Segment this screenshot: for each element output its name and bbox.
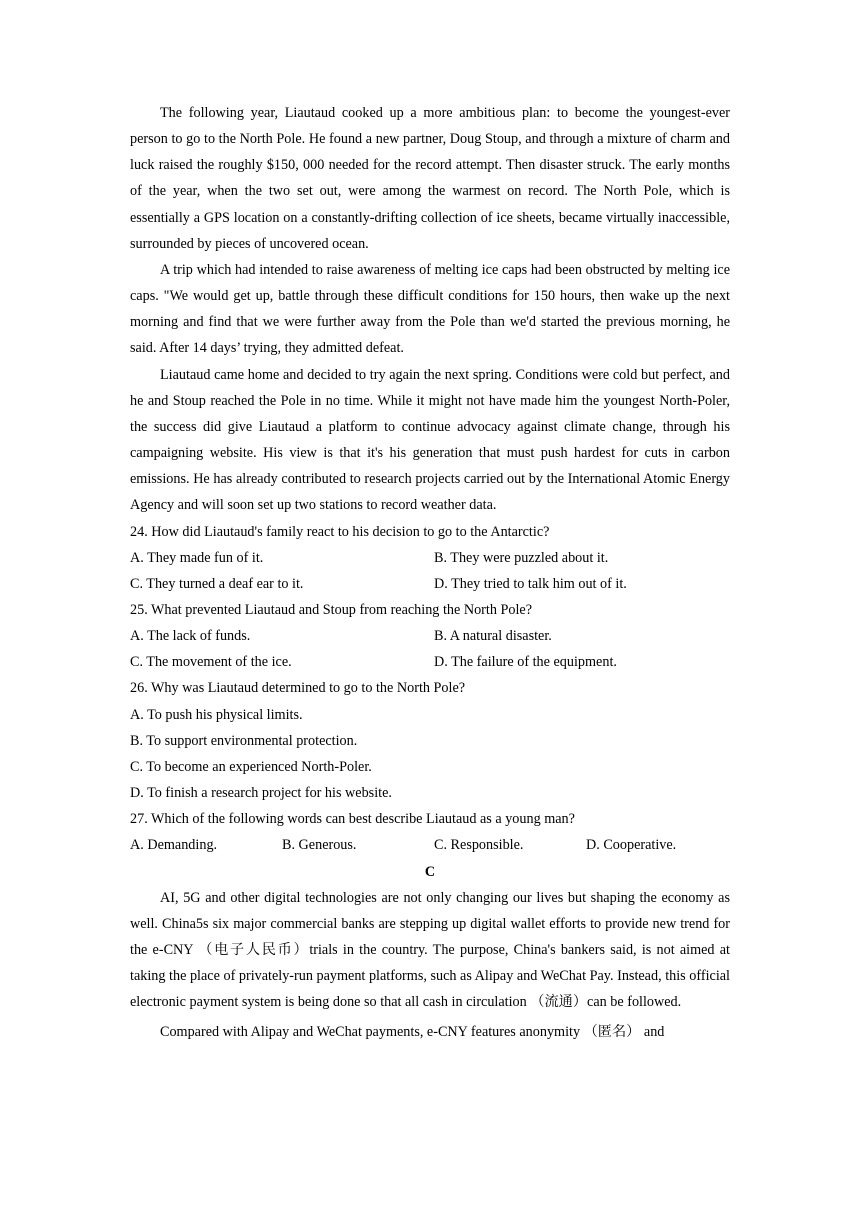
question-stem: 27. Which of the following words can best describe Liautaud as a young man? (130, 811, 575, 828)
paragraph: AI, 5G and other digital technologies are not only changing our lives but shaping the economy as well. China5s six major commercial banks are stepping up digital wallet efforts to provide new trend for the e-CNY （电子人民币）trials in the country. The purpose, China's bankers said, is not aimed at taking the place of privately-run payment platforms, such as Alipay and WeChat Pay. Instead, this official electronic payment system is being done so that all cash in circulation （流通）can be followed. (130, 889, 730, 1011)
option-b: B. Generous. (282, 837, 357, 854)
option-c: C. They turned a deaf ear to it. (130, 575, 304, 592)
paragraph: Compared with Alipay and WeChat payments, e-CNY features anonymity （匿名） and (160, 1024, 665, 1041)
paragraph: Liautaud came home and decided to try again the next spring. Conditions were cold but perfect, and he and Stoup reached the Pole in no time. While it might not have made him the youngest North-Poler, the success did give Liautaud a platform to continue advocacy against climate change, through his campaigning website. His view is that it's his generation that must push hardest for cuts in carbon emissions. He has already contributed to research projects carried out by the International Atomic Energy Agency and will soon set up two stations to record weather data. (130, 366, 730, 514)
question-stem: 26. Why was Liautaud determined to go to the North Pole? (130, 680, 466, 697)
option-a: A. Demanding. (130, 837, 218, 854)
section-heading: C (424, 863, 436, 880)
question-stem: 24. How did Liautaud's family react to his decision to go to the Antarctic? (130, 523, 550, 540)
option-d: D. Cooperative. (586, 837, 677, 854)
question-27 (130, 806, 730, 858)
option-row (130, 649, 730, 675)
option-d: D. The failure of the equipment. (434, 654, 617, 671)
option-d: D. To finish a research project for his website. (130, 785, 392, 802)
option-b: B. They were puzzled about it. (434, 549, 609, 566)
option-row (130, 832, 730, 858)
option-row (130, 623, 730, 649)
question-24 (130, 519, 730, 597)
option-a: A. They made fun of it. (130, 549, 264, 566)
document-page (130, 100, 730, 1046)
paragraph: The following year, Liautaud cooked up a more ambitious plan: to become the youngest-ever person to go to the North Pole. He found a new partner, Doug Stoup, and through a mixture of charm and luck raised the roughly $150, 000 needed for the record attempt. Then disaster struck. The early months of the year, when the two set out, were among the warmest on record. The North Pole, which is essentially a GPS location on a constantly-drifting collection of ice sheets, became virtually inaccessible, surrounded by pieces of uncovered ocean. (130, 105, 730, 252)
option-c: C. Responsible. (434, 837, 524, 854)
paragraph: A trip which had intended to raise awareness of melting ice caps had been obstructed by melting ice caps. "We would get up, battle through these difficult conditions for 150 hours, then wake up the next morning and find that we were further away from the Pole than we'd started the previous morning, he said. After 14 days’ trying, they admitted defeat. (130, 261, 730, 357)
option-b: B. To support environmental protection. (130, 732, 358, 749)
option-a: A. The lack of funds. (130, 628, 251, 645)
question-stem: 25. What prevented Liautaud and Stoup from reaching the North Pole? (130, 601, 532, 618)
option-b: B. A natural disaster. (434, 628, 552, 645)
question-26 (130, 675, 730, 806)
option-c: C. The movement of the ice. (130, 654, 292, 671)
option-a: A. To push his physical limits. (130, 706, 303, 723)
question-25 (130, 597, 730, 675)
option-d: D. They tried to talk him out of it. (434, 575, 627, 592)
option-row (130, 571, 730, 597)
option-row (130, 545, 730, 571)
option-c: C. To become an experienced North-Poler. (130, 758, 372, 775)
